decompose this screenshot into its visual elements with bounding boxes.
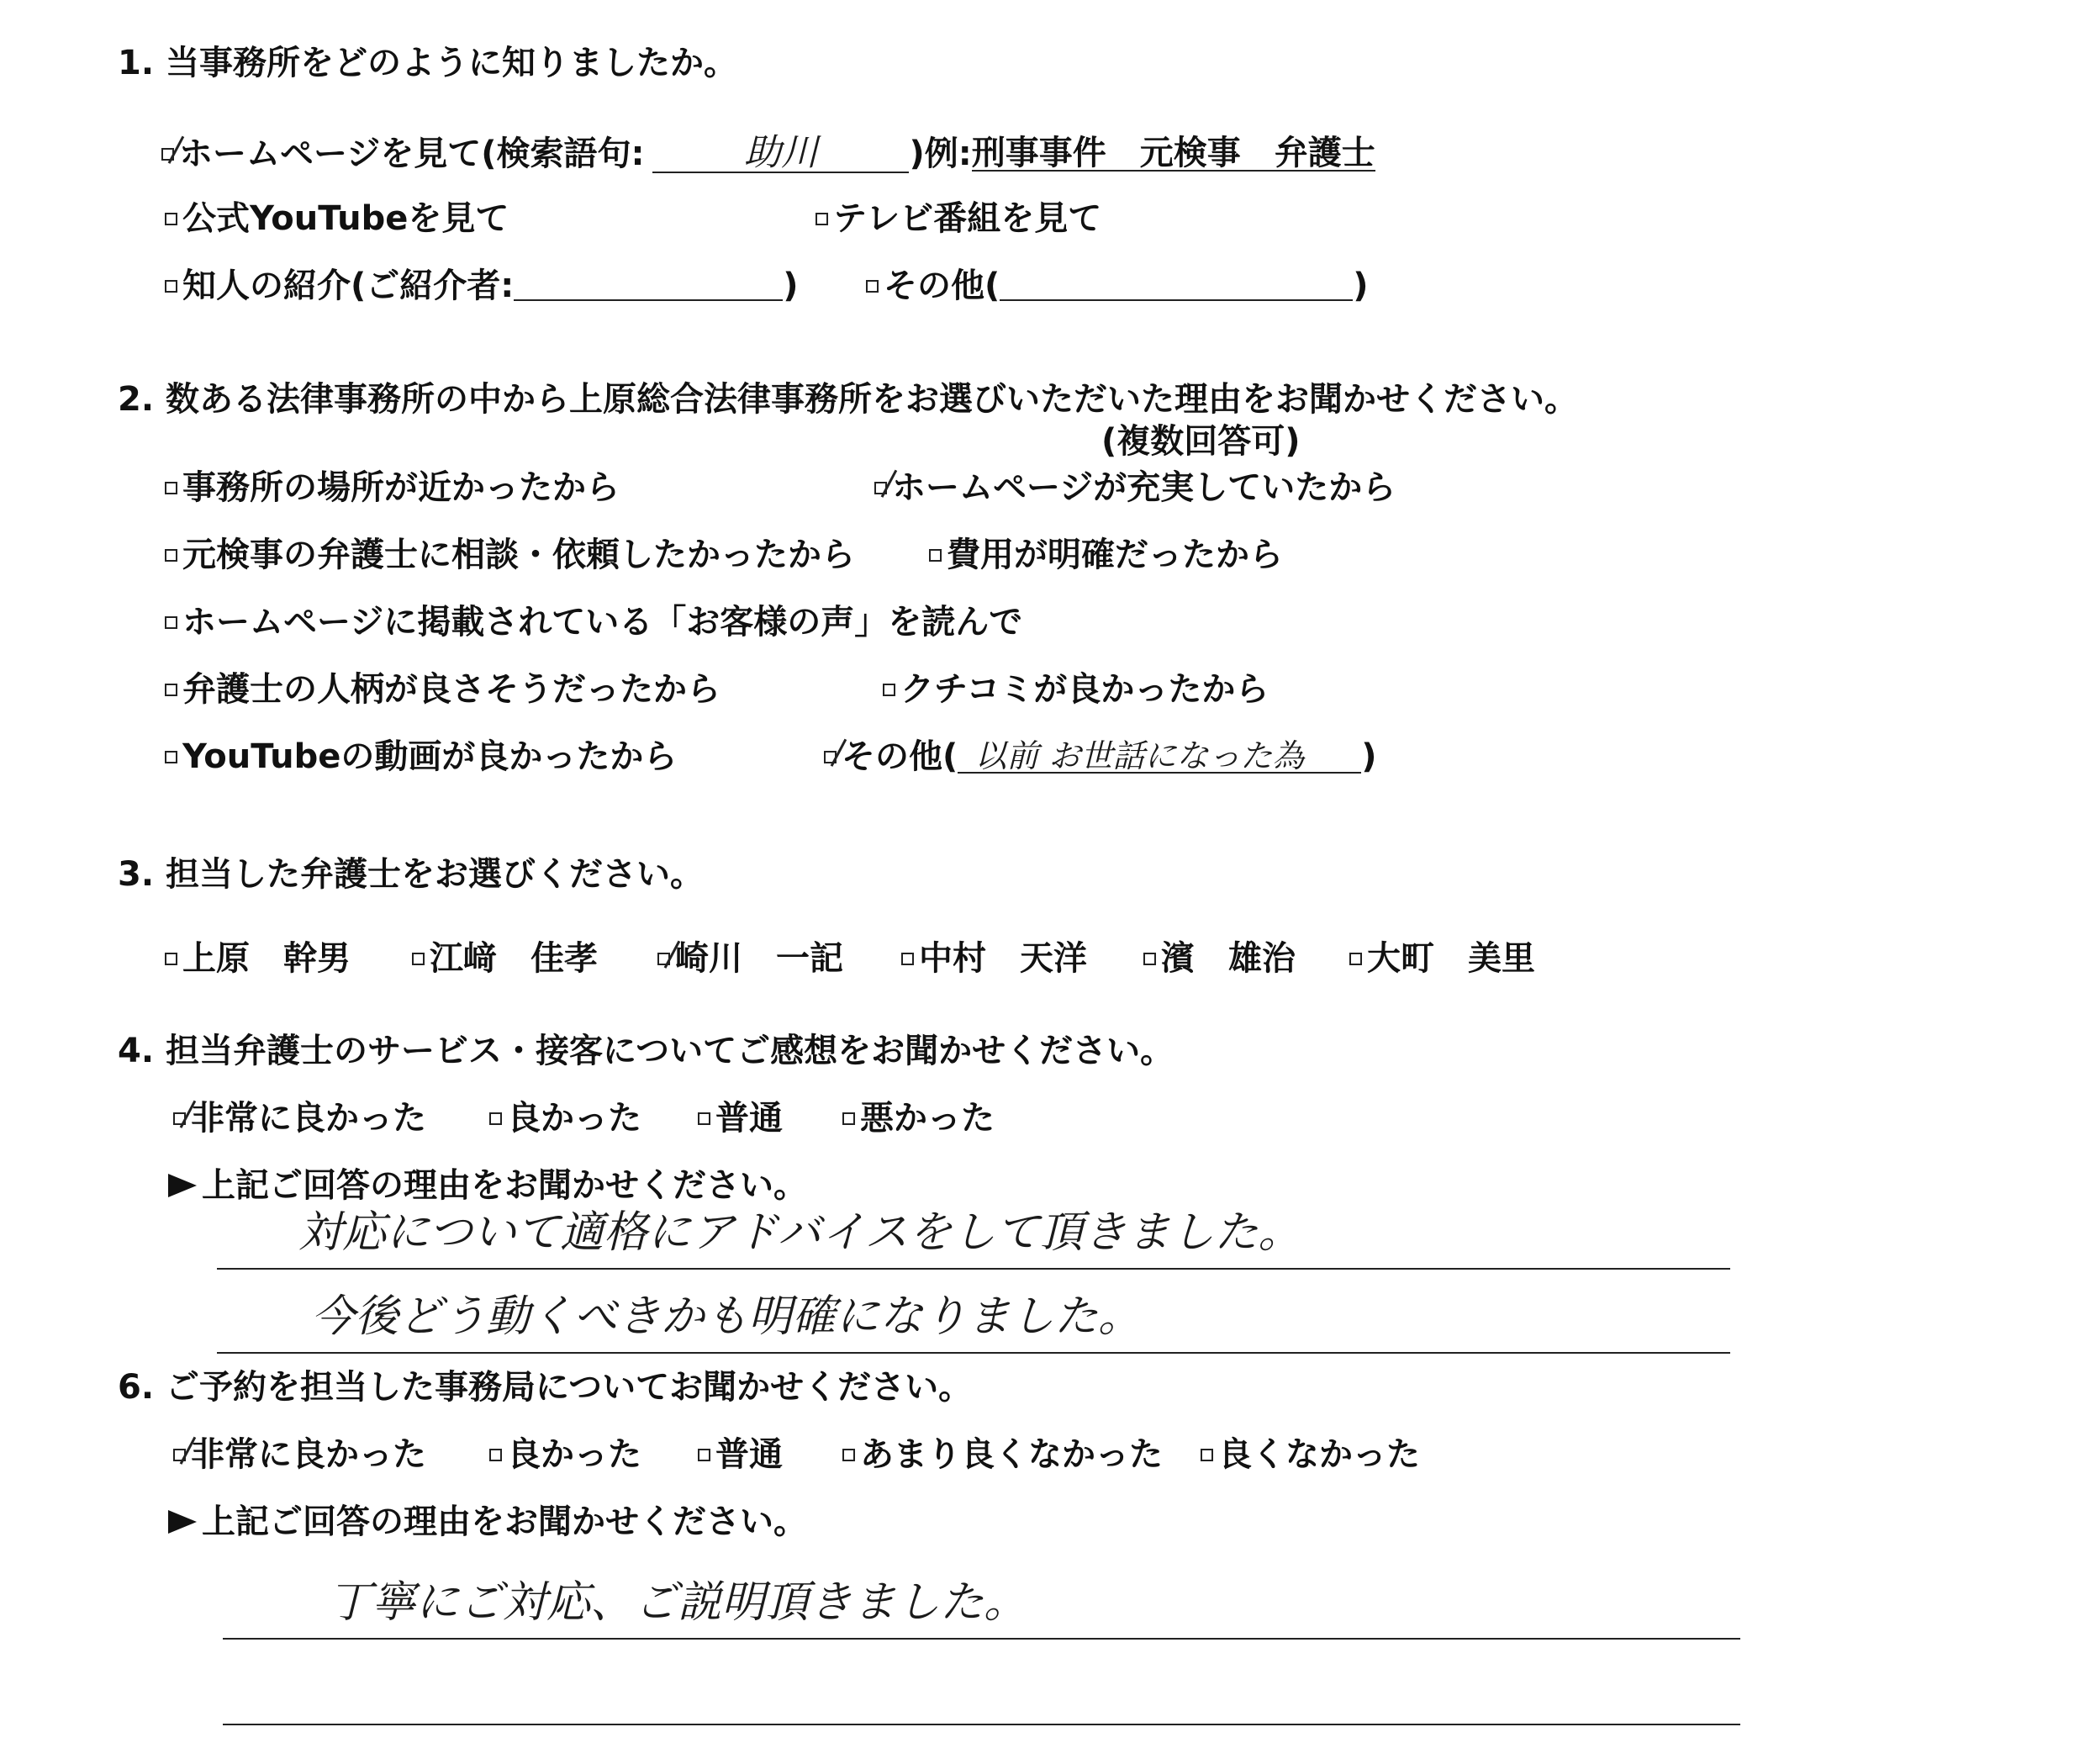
q6-reason-prompt <box>168 1505 807 1539</box>
checkbox-icon[interactable] <box>1349 953 1362 965</box>
q6-option-very-good[interactable] <box>173 1435 426 1474</box>
checkbox-icon[interactable] <box>412 953 425 965</box>
q6-reason-prompt-label: 上記ご回答の理由をお聞かせください。 <box>202 1503 807 1541</box>
answer-line <box>223 1724 1740 1725</box>
q4-option-bad[interactable] <box>842 1099 995 1138</box>
q4-option-good[interactable] <box>489 1099 641 1138</box>
checkbox-checked-icon[interactable] <box>657 953 670 965</box>
q2-option-homepage[interactable] <box>874 468 1396 507</box>
q2-option-fees[interactable] <box>929 538 1283 572</box>
q3-lawyer-option[interactable] <box>901 939 1087 978</box>
answer-line <box>217 1268 1730 1270</box>
checkbox-icon[interactable] <box>165 549 177 562</box>
q2-option-location[interactable] <box>165 468 620 507</box>
q3-lawyer-label: 上原 幹男 <box>182 939 351 978</box>
q3-lawyer-label: 濱 雄治 <box>1161 939 1296 978</box>
checkbox-icon[interactable] <box>489 1112 502 1125</box>
q2-option-personality-label: 弁護士の人柄が良さそうだったから <box>182 670 721 709</box>
q1-option-other-label: その他( <box>884 267 1000 305</box>
q2-option-reviews[interactable] <box>883 670 1269 709</box>
arrow-right-icon <box>168 1510 197 1534</box>
checkbox-icon[interactable] <box>842 1449 855 1461</box>
q1-search-term[interactable]: 助川 <box>652 135 909 173</box>
q4-answer-line-1[interactable]: 対応について適格にアドバイスをして頂きました。 <box>298 1207 1302 1258</box>
checkbox-checked-icon[interactable] <box>824 751 837 763</box>
q2-note: (複数回答可) <box>1101 422 1301 461</box>
q2-other-answer[interactable]: 以前 お世話になった為 <box>958 740 1361 774</box>
q2-option-former-prosecutor-label: 元検事の弁護士に相談・依頼したかったから <box>182 536 855 574</box>
q6-option-label: あまり良くなかった <box>860 1435 1163 1474</box>
q1-referral-tail: ) <box>783 267 799 305</box>
checkbox-icon[interactable] <box>165 751 177 763</box>
q1-option-homepage[interactable] <box>161 131 1375 174</box>
q6-option-label: 良くなかった <box>1218 1435 1420 1474</box>
q4-option-label: 非常に良かった <box>191 1099 426 1138</box>
q3-title: 3. 担当した弁護士をお選びください。 <box>118 855 704 894</box>
q6-option-label: 非常に良かった <box>191 1435 426 1474</box>
q1-option-youtube-label: 公式YouTubeを見て <box>182 199 509 238</box>
q4-option-label: 良かった <box>507 1099 641 1138</box>
q1-referral-field[interactable] <box>514 271 783 301</box>
checkbox-checked-icon[interactable] <box>874 482 887 494</box>
q1-homepage-tail: )例: <box>909 135 972 173</box>
checkbox-checked-icon[interactable] <box>173 1112 186 1125</box>
q2-option-youtube-videos[interactable] <box>165 737 678 776</box>
q2-option-location-label: 事務所の場所が近かったから <box>182 468 620 507</box>
checkbox-icon[interactable] <box>1143 953 1156 965</box>
q3-lawyer-option[interactable] <box>1143 939 1296 978</box>
q4-reason-prompt-label: 上記ご回答の理由をお聞かせください。 <box>202 1166 807 1205</box>
checkbox-icon[interactable] <box>929 549 942 562</box>
q4-option-very-good[interactable] <box>173 1099 426 1138</box>
q1-example: 刑事事件 元検事 弁護士 <box>971 134 1375 172</box>
q3-lawyer-option[interactable] <box>1349 939 1535 978</box>
q2-option-other[interactable] <box>824 737 1377 776</box>
checkbox-icon[interactable] <box>883 684 895 696</box>
checkbox-icon[interactable] <box>816 213 828 225</box>
q4-option-normal[interactable] <box>698 1099 783 1138</box>
checkbox-checked-icon[interactable] <box>173 1449 186 1461</box>
checkbox-icon[interactable] <box>165 616 177 629</box>
q2-option-former-prosecutor[interactable] <box>165 538 855 572</box>
q2-other-tail: ) <box>1361 737 1377 776</box>
q2-option-testimonials-label: ホームページに掲載されている「お客様の声」を読んで <box>182 603 1023 642</box>
q4-reason-prompt <box>168 1166 807 1205</box>
checkbox-icon[interactable] <box>165 684 177 696</box>
q1-option-other[interactable] <box>866 269 1369 303</box>
q1-option-homepage-label: ホームページを見て(検索語句: <box>179 135 645 173</box>
q6-option-label: 良かった <box>507 1435 641 1474</box>
checkbox-icon[interactable] <box>1201 1449 1213 1461</box>
q6-title: 6. ご予約を担当した事務局についてお聞かせください。 <box>118 1368 973 1407</box>
checkbox-icon[interactable] <box>489 1449 502 1461</box>
answer-line <box>217 1352 1730 1354</box>
q1-option-youtube[interactable] <box>165 199 509 238</box>
q2-option-other-label: その他( <box>842 737 958 776</box>
q6-option-label: 普通 <box>715 1435 783 1474</box>
q3-lawyer-option[interactable] <box>412 939 598 978</box>
q2-title: 2. 数ある法律事務所の中から上原総合法律事務所をお選びいただいた理由をお聞かせください。 <box>118 380 1578 419</box>
q1-other-tail: ) <box>1353 267 1369 305</box>
q3-lawyer-option-selected[interactable] <box>657 939 843 978</box>
q4-title: 4. 担当弁護士のサービス・接客についてご感想をお聞かせください。 <box>118 1032 1174 1070</box>
q3-lawyer-label: 崎川 一記 <box>675 939 843 978</box>
q6-option-not-good[interactable] <box>1201 1435 1420 1474</box>
q2-option-testimonials[interactable] <box>165 603 1023 642</box>
q6-answer-line-1[interactable]: 丁寧にご対応、ご説明頂きました。 <box>328 1577 1028 1628</box>
q2-option-reviews-label: クチコミが良かったから <box>900 670 1269 709</box>
checkbox-checked-icon[interactable] <box>161 148 174 161</box>
q6-option-normal[interactable] <box>698 1435 783 1474</box>
q1-title: 1. 当事務所をどのように知りましたか。 <box>118 44 737 82</box>
checkbox-icon[interactable] <box>698 1112 710 1125</box>
q3-lawyer-option[interactable] <box>165 939 351 978</box>
q1-option-referral-label: 知人の紹介(ご紹介者: <box>182 267 515 305</box>
q2-option-youtube-videos-label: YouTubeの動画が良かったから <box>182 737 678 776</box>
checkbox-icon[interactable] <box>165 953 177 965</box>
checkbox-icon[interactable] <box>165 213 177 225</box>
checkbox-icon[interactable] <box>698 1449 710 1461</box>
q6-option-good[interactable] <box>489 1435 641 1474</box>
q4-answer-line-2[interactable]: 今後どう動くべきかも明確になりました。 <box>311 1291 1143 1342</box>
q4-option-label: 普通 <box>715 1099 783 1138</box>
q1-option-tv[interactable] <box>816 199 1102 238</box>
checkbox-icon[interactable] <box>165 482 177 494</box>
answer-line <box>223 1638 1740 1640</box>
q3-lawyer-label: 江﨑 佳孝 <box>430 939 598 978</box>
q1-option-referral[interactable] <box>165 269 799 303</box>
checkbox-icon[interactable] <box>866 280 879 293</box>
q1-other-field[interactable] <box>1000 271 1353 301</box>
checkbox-icon[interactable] <box>165 280 177 293</box>
q3-lawyer-label: 大町 美里 <box>1367 939 1535 978</box>
q2-option-personality[interactable] <box>165 670 721 709</box>
q1-option-tv-label: テレビ番組を見て <box>833 199 1102 238</box>
checkbox-icon[interactable] <box>842 1112 855 1125</box>
arrow-right-icon <box>168 1174 197 1197</box>
q2-option-homepage-label: ホームページが充実していたから <box>892 468 1396 507</box>
q4-option-label: 悪かった <box>860 1099 995 1138</box>
q6-option-not-very-good[interactable] <box>842 1435 1163 1474</box>
checkbox-icon[interactable] <box>901 953 914 965</box>
q3-lawyer-label: 中村 天洋 <box>919 939 1087 978</box>
q2-option-fees-label: 費用が明確だったから <box>947 536 1283 574</box>
